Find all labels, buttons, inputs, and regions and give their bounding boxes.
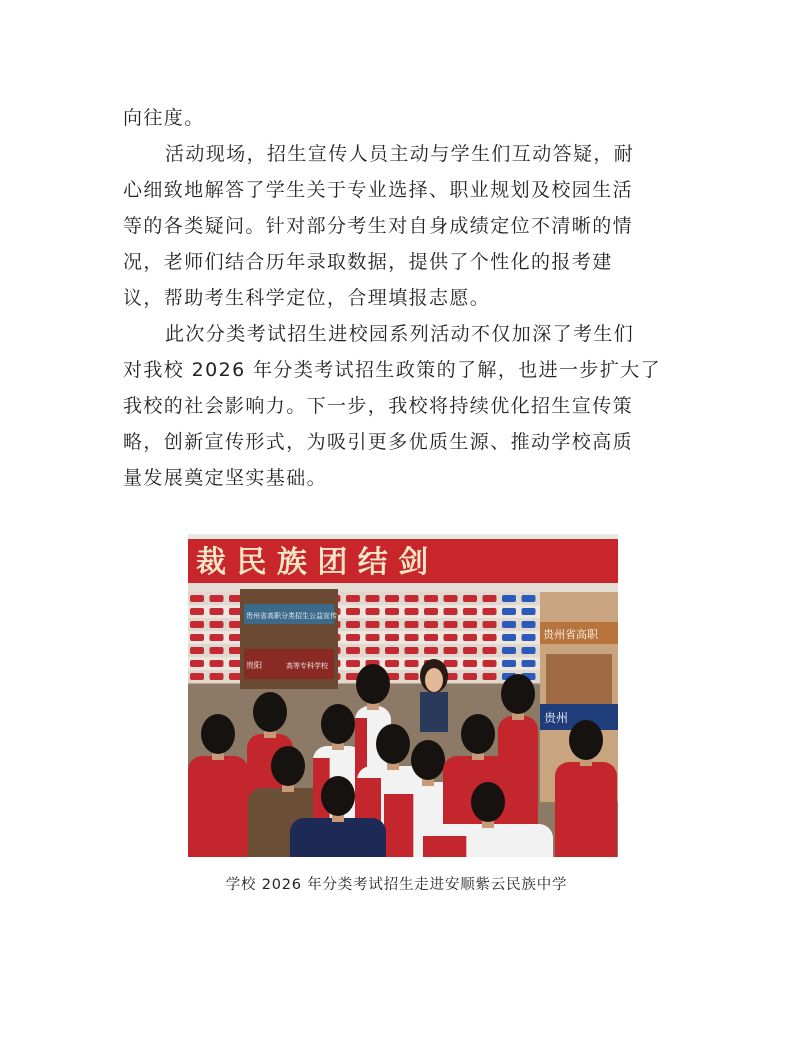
seat	[522, 634, 536, 641]
paragraph-line: 量发展奠定坚实基础。	[123, 467, 328, 489]
student-head	[461, 714, 495, 754]
seat	[190, 621, 204, 628]
seat	[190, 660, 204, 667]
seat	[444, 647, 458, 654]
seat	[190, 595, 204, 602]
seat	[444, 660, 458, 667]
seat	[210, 647, 224, 654]
seat	[502, 621, 516, 628]
seat	[483, 595, 497, 602]
seat	[444, 608, 458, 615]
seat	[522, 621, 536, 628]
seat	[385, 660, 399, 667]
seat	[405, 595, 419, 602]
seat	[444, 621, 458, 628]
seat	[190, 608, 204, 615]
seat	[385, 647, 399, 654]
seat	[483, 673, 497, 680]
student-head	[321, 776, 355, 816]
seat	[502, 647, 516, 654]
event-photo	[188, 534, 618, 857]
seat	[385, 634, 399, 641]
svg-text:贵州: 贵州	[544, 711, 569, 725]
seat	[502, 595, 516, 602]
seat	[405, 673, 419, 680]
seat	[385, 621, 399, 628]
seat	[366, 647, 380, 654]
student-head	[376, 724, 410, 764]
seat	[483, 660, 497, 667]
photo-caption: 学校 2026 年分类考试招生走进安顺紫云民族中学	[225, 877, 568, 893]
student-head	[501, 674, 535, 714]
seat	[405, 660, 419, 667]
seat	[483, 621, 497, 628]
paragraph-line: 议，帮助考生科学定位，合理填报志愿。	[123, 287, 491, 309]
seat	[346, 660, 360, 667]
seat	[190, 647, 204, 654]
svg-text:贵阳: 贵阳	[246, 661, 262, 670]
seat	[502, 634, 516, 641]
seat	[366, 621, 380, 628]
banner-text: 裁 民 族 团 结 剑	[196, 545, 429, 580]
seat	[463, 660, 477, 667]
student-head	[356, 664, 390, 704]
seat	[346, 647, 360, 654]
seat	[502, 660, 516, 667]
student-body	[290, 818, 386, 857]
student-head	[271, 746, 305, 786]
seat	[366, 595, 380, 602]
svg-text:高等专科学校: 高等专科学校	[286, 662, 328, 670]
svg-text:贵州省高职: 贵州省高职	[543, 628, 598, 641]
seat	[463, 673, 477, 680]
seat	[463, 634, 477, 641]
paragraph-line: 我校的社会影响力。下一步，我校将持续优化招生宣传策	[123, 395, 634, 417]
student-head	[471, 782, 505, 822]
seat	[483, 647, 497, 654]
seat	[463, 647, 477, 654]
paragraph-line: 略，创新宣传形式，为吸引更多优质生源、推动学校高质	[123, 431, 634, 453]
seat	[483, 608, 497, 615]
seat	[444, 595, 458, 602]
seat	[405, 634, 419, 641]
seat	[483, 634, 497, 641]
paragraph-line: 向往度。	[123, 107, 205, 129]
seat	[210, 673, 224, 680]
admissions-staff	[420, 659, 448, 732]
seat	[463, 595, 477, 602]
student-body	[555, 762, 617, 857]
seat	[210, 634, 224, 641]
paragraph-line: 心细致地解答了学生关于专业选择、职业规划及校园生活	[123, 179, 634, 201]
student-head	[569, 720, 603, 760]
paragraph-line: 况，老师们结合历年录取数据，提供了个性化的报考建	[123, 251, 613, 273]
student-head	[321, 704, 355, 744]
seat	[522, 660, 536, 667]
seat	[190, 673, 204, 680]
event-photo-illustration	[188, 534, 618, 857]
seat	[346, 595, 360, 602]
seat	[463, 621, 477, 628]
seat	[210, 621, 224, 628]
seat	[463, 608, 477, 615]
seat	[424, 595, 438, 602]
seat	[522, 647, 536, 654]
seat	[502, 608, 516, 615]
student-head	[253, 692, 287, 732]
paragraph-line: 等的各类疑问。针对部分考生对自身成绩定位不清晰的情	[123, 215, 634, 237]
paragraph-line: 活动现场，招生宣传人员主动与学生们互动答疑，耐	[165, 143, 635, 165]
seat	[210, 595, 224, 602]
seat	[385, 595, 399, 602]
paragraph-line: 此次分类考试招生进校园系列活动不仅加深了考生们	[165, 323, 635, 345]
seat	[405, 608, 419, 615]
seat	[522, 595, 536, 602]
student-head	[201, 714, 235, 754]
seat	[405, 621, 419, 628]
seat	[210, 660, 224, 667]
seat	[522, 608, 536, 615]
seat	[346, 608, 360, 615]
seat	[346, 634, 360, 641]
seat	[346, 621, 360, 628]
seat	[366, 634, 380, 641]
student-body	[188, 756, 248, 857]
paragraph-line: 对我校 2026 年分类考试招生政策的了解，也进一步扩大了	[123, 359, 662, 381]
seat	[190, 634, 204, 641]
seat	[424, 608, 438, 615]
seat	[405, 647, 419, 654]
left-poster	[240, 589, 338, 689]
article-body	[123, 100, 673, 496]
seat	[424, 634, 438, 641]
svg-text:贵州省高职分类招生公益宣传: 贵州省高职分类招生公益宣传	[246, 612, 337, 620]
seat	[385, 608, 399, 615]
seat	[444, 634, 458, 641]
seat	[424, 621, 438, 628]
student-head	[411, 740, 445, 780]
seat	[424, 647, 438, 654]
seat	[210, 608, 224, 615]
seat	[366, 608, 380, 615]
